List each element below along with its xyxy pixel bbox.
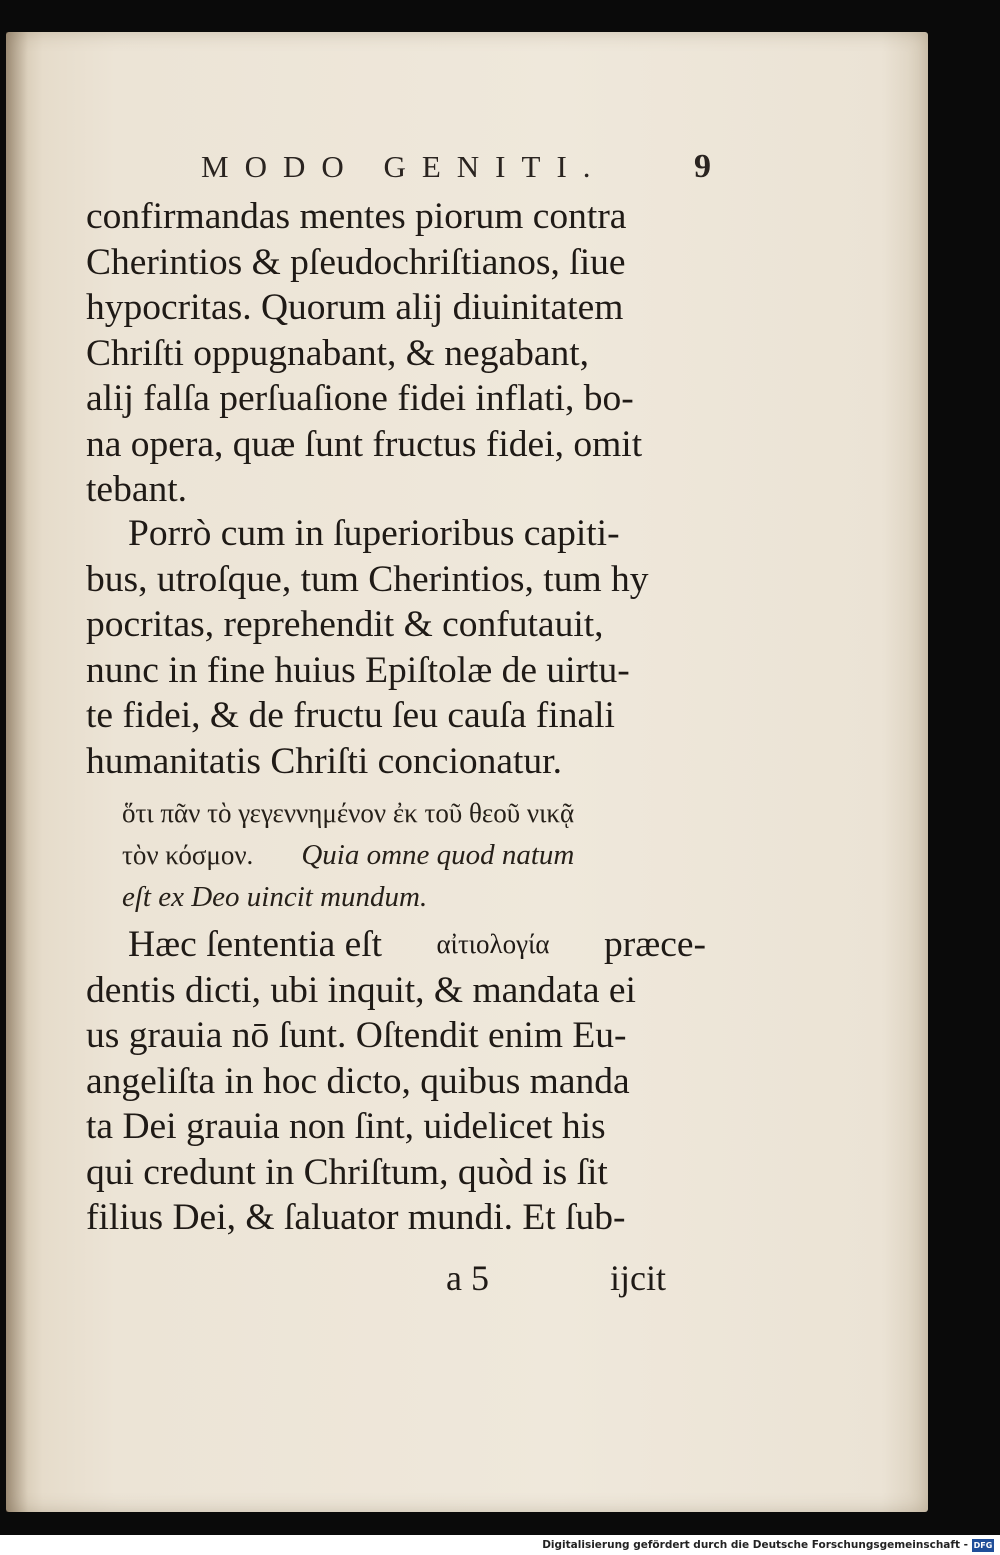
text-line: nunc in fine huius Epiſtolæ de uirtu-	[86, 649, 630, 691]
text-line: filius Dei, & ſaluator mundi. Et ſub-	[86, 1197, 626, 1238]
running-title: MODO GENITI.	[201, 149, 607, 184]
page-number: 9	[694, 148, 711, 185]
text-line: us grauia nō ſunt. Oſtendit enim Eu-	[86, 1015, 627, 1056]
text-line: angeliſta in hoc dicto, quibus manda	[86, 1060, 630, 1102]
dfg-logo-icon: DFG	[973, 1540, 993, 1550]
text-line: dentis dicti, ubi inquit, & mandata ei	[86, 969, 636, 1011]
paragraph-2	[86, 511, 706, 784]
text-line: qui credunt in Chriſtum, quòd is ſit	[86, 1151, 608, 1193]
text-line: alij falſa perſuaſione fidei inflati, bo-	[86, 378, 634, 419]
catchword: ijcit	[610, 1258, 666, 1298]
text-line: Cherintios & pſeudochriſtianos, ſiue	[86, 241, 626, 283]
text-line: ta Dei grauia non ſint, uidelicet his	[86, 1106, 606, 1147]
text-segment: Hæc ſententia eſt	[128, 924, 383, 965]
text-line: Porrò cum in ſuperioribus capiti-	[128, 513, 620, 554]
scripture-quote	[122, 792, 662, 918]
greek-verse-line: τὸν κόσμον.	[122, 840, 254, 870]
book-page	[6, 32, 928, 1512]
text-line: tebant.	[86, 469, 188, 510]
paragraph-3	[86, 922, 706, 1241]
text-line: na opera, quæ ſunt fructus fidei, omit	[86, 423, 643, 465]
greek-term: αἰτιολογία	[436, 929, 550, 959]
running-head	[201, 148, 711, 186]
text-line: humanitatis Chriſti concionatur.	[86, 740, 562, 782]
text-line: Chriſti oppugnabant, & negabant,	[86, 332, 590, 374]
paragraph-1	[86, 194, 706, 513]
text-line: te fidei, & de fructu ſeu cauſa finali	[86, 695, 615, 736]
credit-bar	[0, 1535, 1000, 1555]
text-line: confirmandas mentes piorum contra	[86, 196, 627, 237]
text-line	[86, 922, 706, 968]
text-line: bus, utroſque, tum Cherintios, tum hy	[86, 558, 649, 600]
greek-verse-line: ὅτι πᾶν τὸ γεγεννημένον ἐκ τοῦ θεοῦ νικᾷ	[122, 798, 575, 828]
text-line: pocritas, reprehendit & confutauit,	[86, 604, 604, 645]
latin-verse-line: Quia omne quod natum	[301, 839, 575, 871]
latin-verse-line: eſt ex Deo uincit mundum.	[122, 881, 428, 913]
funding-credit: Digitalisierung gefördert durch die Deutsche Forschungsgemeinschaft -	[542, 1539, 968, 1551]
text-line: hypocritas. Quorum alij diuinitatem	[86, 287, 624, 328]
text-segment: præce-	[603, 924, 706, 965]
signature-mark: a 5	[446, 1258, 489, 1298]
